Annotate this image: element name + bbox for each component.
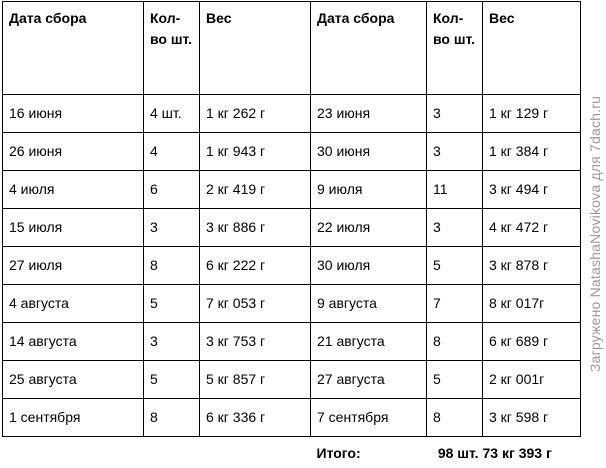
table-row bbox=[3, 361, 581, 399]
cell-date: 30 июня bbox=[311, 133, 427, 171]
cell-date: 30 июля bbox=[311, 247, 427, 285]
cell-date: 27 августа bbox=[311, 361, 427, 399]
cell-qty: 4 шт. bbox=[144, 95, 200, 133]
cell-date: 27 июля bbox=[3, 247, 144, 285]
cell-weight: 5 кг 857 г bbox=[200, 361, 311, 399]
table-body bbox=[3, 95, 581, 467]
table-row bbox=[3, 285, 581, 323]
cell-date: 25 августа bbox=[3, 361, 144, 399]
cell-qty: 3 bbox=[144, 323, 200, 361]
cell-weight: 6 кг 222 г bbox=[200, 247, 311, 285]
total-quantity: 98 шт. bbox=[437, 445, 479, 461]
cell-weight: 8 кг 017г bbox=[483, 285, 581, 323]
cell-qty: 8 bbox=[427, 399, 483, 437]
cell-weight: 1 кг 384 г bbox=[483, 133, 581, 171]
header-date-1: Дата сбора bbox=[3, 2, 144, 95]
header-date-2: Дата сбора bbox=[311, 2, 427, 95]
cell-date: 7 сентября bbox=[311, 399, 427, 437]
table-row bbox=[3, 323, 581, 361]
cell-qty: 8 bbox=[144, 399, 200, 437]
total-spacer bbox=[3, 437, 144, 467]
total-spacer bbox=[144, 437, 200, 467]
cell-date: 4 августа bbox=[3, 285, 144, 323]
cell-weight: 1 кг 262 г bbox=[200, 95, 311, 133]
cell-weight: 3 кг 886 г bbox=[200, 209, 311, 247]
cell-weight: 7 кг 053 г bbox=[200, 285, 311, 323]
cell-weight: 3 кг 494 г bbox=[483, 171, 581, 209]
cell-qty: 5 bbox=[427, 361, 483, 399]
header-weight-1: Вес bbox=[200, 2, 311, 95]
table-row bbox=[3, 95, 581, 133]
cell-weight: 2 кг 001г bbox=[483, 361, 581, 399]
header-qty-2: Кол-во шт. bbox=[427, 2, 483, 95]
cell-date: 23 июня bbox=[311, 95, 427, 133]
table-row bbox=[3, 247, 581, 285]
cell-qty: 4 bbox=[144, 133, 200, 171]
table-row bbox=[3, 171, 581, 209]
cell-weight: 2 кг 419 г bbox=[200, 171, 311, 209]
header-row bbox=[3, 2, 581, 95]
cell-weight: 4 кг 472 г bbox=[483, 209, 581, 247]
cell-date: 14 августа bbox=[3, 323, 144, 361]
cell-weight: 3 кг 878 г bbox=[483, 247, 581, 285]
header-qty-1: Кол-во шт. bbox=[144, 2, 200, 95]
harvest-table bbox=[2, 1, 581, 467]
cell-date: 26 июня bbox=[3, 133, 144, 171]
cell-weight: 1 кг 943 г bbox=[200, 133, 311, 171]
cell-qty: 6 bbox=[144, 171, 200, 209]
cell-weight: 3 кг 598 г bbox=[483, 399, 581, 437]
cell-weight: 6 кг 336 г bbox=[200, 399, 311, 437]
total-spacer bbox=[200, 437, 311, 467]
cell-qty: 3 bbox=[144, 209, 200, 247]
cell-weight: 3 кг 753 г bbox=[200, 323, 311, 361]
cell-weight: 1 кг 129 г bbox=[483, 95, 581, 133]
cell-date: 4 июля bbox=[3, 171, 144, 209]
cell-qty: 5 bbox=[144, 285, 200, 323]
cell-qty: 7 bbox=[427, 285, 483, 323]
cell-date: 21 августа bbox=[311, 323, 427, 361]
cell-qty: 8 bbox=[427, 323, 483, 361]
cell-date: 9 августа bbox=[311, 285, 427, 323]
cell-qty: 8 bbox=[144, 247, 200, 285]
total-weight: 73 кг 393 г bbox=[482, 445, 552, 461]
cell-qty: 3 bbox=[427, 209, 483, 247]
total-label: Итого: bbox=[316, 445, 361, 461]
total-row bbox=[3, 437, 581, 467]
cell-date: 1 сентября bbox=[3, 399, 144, 437]
cell-qty: 5 bbox=[144, 361, 200, 399]
table-row bbox=[3, 133, 581, 171]
table-row bbox=[3, 209, 581, 247]
cell-weight: 6 кг 689 г bbox=[483, 323, 581, 361]
header-weight-2: Вес bbox=[483, 2, 581, 95]
cell-qty: 3 bbox=[427, 133, 483, 171]
cell-date: 22 июля bbox=[311, 209, 427, 247]
watermark-text: Загружено NatashaNovikova для 7dach.ru bbox=[587, 95, 604, 373]
cell-qty: 5 bbox=[427, 247, 483, 285]
cell-date: 9 июля bbox=[311, 171, 427, 209]
watermark bbox=[584, 0, 606, 468]
cell-qty: 11 bbox=[427, 171, 483, 209]
cell-date: 16 июня bbox=[3, 95, 144, 133]
table-row bbox=[3, 399, 581, 437]
cell-date: 15 июля bbox=[3, 209, 144, 247]
cell-qty: 3 bbox=[427, 95, 483, 133]
